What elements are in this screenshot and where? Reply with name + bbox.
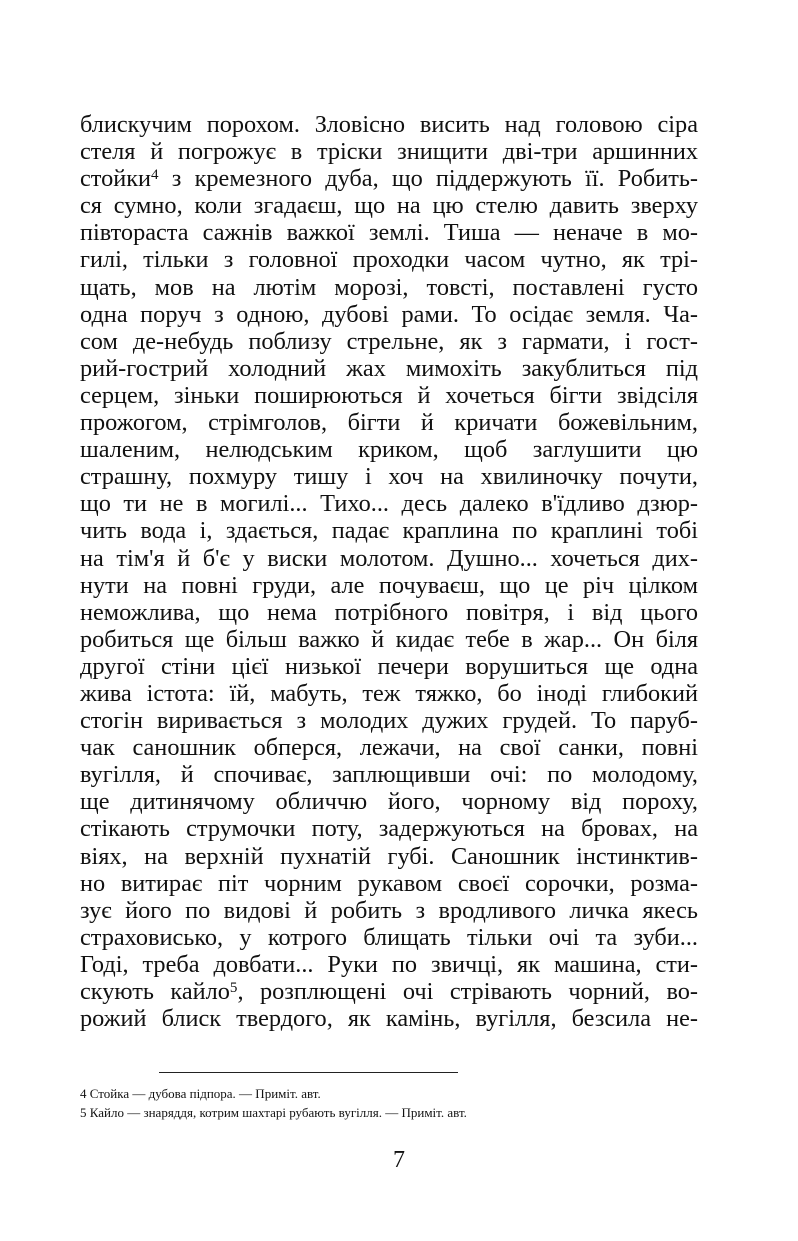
text-line: ся сумно, коли згадаєш, що на цю стелю давить зверху [80,192,698,220]
footnote-4: 4 Стойка — дубова підпора. — Приміт. авт. [80,1086,321,1101]
text-line: стікають струмочки поту, задержуються на бровах, на [80,815,698,843]
text-line: щать, мов на лютім морозі, товсті, поставлені густо [80,273,698,301]
footnotes [80,1084,700,1122]
text-line: шаленим, нелюдським криком, щоб заглушити цю [80,436,698,464]
text-line [80,978,698,1005]
text-segment: , розплющені очі стрівають чорний, во- [237,978,699,1005]
text-line: прожогом, стрімголов, бігти й кричати божевільним, [80,409,698,437]
text-line: сом де-небудь поблизу стрельне, як з гармати, і гост- [80,327,698,355]
text-line: но витирає піт чорним рукавом своєї сорочки, розма- [80,869,698,897]
page-number: 7 [393,1147,405,1173]
footnote-separator [159,1072,458,1073]
footnote-reference[interactable]: 5 [229,980,238,997]
text-line: рий-гострий холодний жах мимохіть закублиться під [80,354,698,382]
text-line: чить вода і, здається, падає краплина по краплині тобі [80,517,698,545]
text-line: неможлива, що нема потрібного повітря, і від цього [80,598,698,626]
text-line: віях, на верхній пухнатій губі. Саношник інстинктив- [80,842,698,870]
text-line: півтораста сажнів важкої землі. Тиша — неначе в мо- [80,219,698,247]
text-segment: стойки [80,165,152,193]
text-line: на тім'я й б'є у виски молотом. Душно... хочеться дих- [80,544,698,572]
text-line [80,165,698,192]
text-line: стогін виривається з молодих дужих грудей. То паруб- [80,707,698,735]
text-line: страховисько, у котрого блищать тільки очі та зуби... [80,923,698,951]
text-line: що ти не в могилі... Тихо... десь далеко в'їдливо дзюр- [80,490,698,518]
text-line: ще дитинячому обличчю його, чорному від пороху, [80,788,698,816]
text-line: страшну, похмуру тишу і хоч на хвилиночку почути, [80,463,698,491]
text-line: стеля й погрожує в тріски знищити дві-три аршинних [80,138,698,166]
text-line: другої стіни цієї низької печери ворушиться ще одна [80,652,698,680]
text-line: нути на повні груди, але почуваєш, що це річ цілком [80,571,698,599]
text-line: зує його по видові й робить з вродливого личка якесь [80,896,698,924]
text-line: серцем, зіньки поширюються й хочеться бігти звідсіля [80,381,698,409]
body-text [80,111,698,1032]
text-line: гилі, тільки з головної проходки часом чутно, як трі- [80,246,698,274]
text-line: рожий блиск твердого, як камінь, вугілля, безсила не- [80,1005,698,1033]
text-line: чак саношник обперся, лежачи, на свої санки, повні [80,734,698,762]
text-line: вугілля, й спочиває, заплющивши очі: по молодому, [80,761,698,789]
text-segment: скують кайло [80,978,230,1005]
text-line: жива істота: їй, мабуть, теж тяжко, бо іноді глибокий [80,679,698,707]
text-segment: з кремезного дуба, що піддержують її. Робить- [158,165,698,193]
text-line: одна поруч з одною, дубові рами. То осідає земля. Ча- [80,300,698,328]
text-line: Годі, треба довбати... Руки по звичці, як машина, сти- [80,950,698,978]
text-line: блискучим порохом. Зловісно висить над головою сіра [80,111,698,138]
text-line: робиться ще більш важко й кидає тебе в жар... Он біля [80,625,698,653]
footnote-reference[interactable]: 4 [151,167,159,184]
footnote-5: 5 Кайло — знаряддя, котрим шахтарі рубають вугілля. — Приміт. авт. [80,1105,467,1120]
